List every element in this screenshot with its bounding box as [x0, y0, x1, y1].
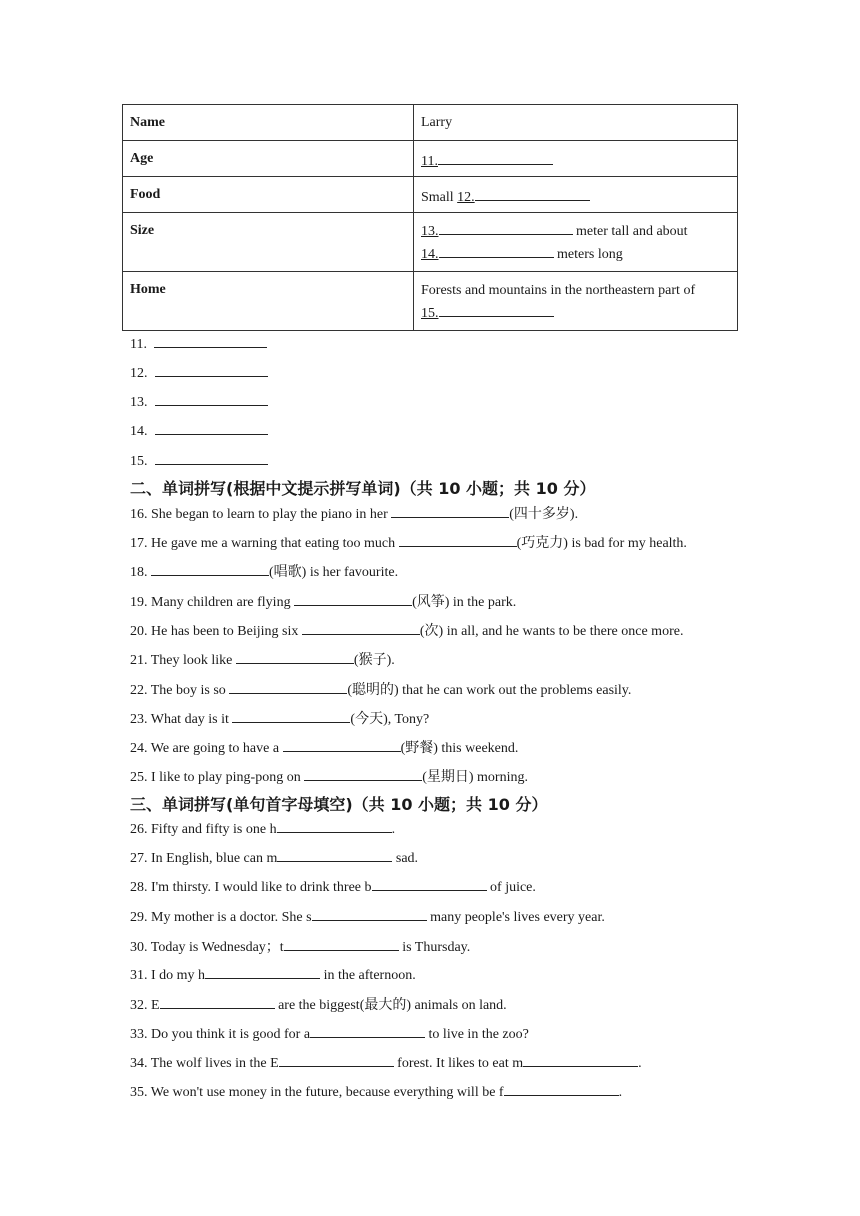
answer-blank[interactable]: [277, 848, 392, 862]
question-item: 34. The wolf lives in the E forest. It likes to eat m .: [130, 1053, 642, 1072]
answer-blank[interactable]: [302, 621, 420, 635]
answer-blank[interactable]: [504, 1082, 619, 1096]
question-item: 26. Fifty and fifty is one h .: [130, 819, 395, 838]
table-key: Name: [123, 105, 414, 141]
answer-blank[interactable]: [372, 877, 487, 891]
answer-blank[interactable]: [151, 562, 269, 576]
blank-number: 15.: [421, 306, 439, 321]
table-row: [123, 105, 738, 141]
question-item: 27. In English, blue can m sad.: [130, 848, 418, 867]
question-item: 31. I do my h in the afternoon.: [130, 965, 416, 984]
question-item: 22. The boy is so (聪明的) that he can work out the problems easily.: [130, 679, 631, 699]
table-value: [414, 177, 738, 213]
table-row: [123, 272, 738, 331]
section-heading: 二、单词拼写(根据中文提示拼写单词)（共 10 小题；共 10 分）: [130, 479, 596, 498]
answer-blank[interactable]: [277, 819, 392, 833]
table-row: [123, 213, 738, 272]
answer-blank[interactable]: [155, 363, 268, 377]
answer-line: 12.: [130, 363, 268, 382]
question-item: 20. He has been to Beijing six (次) in all, and he wants to be there once more.: [130, 620, 683, 640]
answer-blank[interactable]: [232, 709, 350, 723]
blank-number: 13.: [421, 224, 439, 239]
answer-blank[interactable]: [523, 1053, 638, 1067]
question-item: 29. My mother is a doctor. She s many people's lives every year.: [130, 907, 605, 926]
table-row: [123, 141, 738, 177]
answer-blank[interactable]: [160, 995, 275, 1009]
answer-blank[interactable]: [236, 650, 354, 664]
animal-info-table: [122, 104, 738, 331]
answer-blank[interactable]: [475, 187, 590, 201]
table-row: [123, 177, 738, 213]
question-item: 33. Do you think it is good for a to live in the zoo?: [130, 1024, 529, 1043]
value-prefix: Small: [421, 190, 458, 205]
question-item: 17. He gave me a warning that eating too much (巧克力) is bad for my health.: [130, 532, 687, 552]
table-key: Home: [123, 272, 414, 331]
question-item: 19. Many children are flying (风筝) in the park.: [130, 591, 516, 611]
answer-blank[interactable]: [155, 421, 268, 435]
table-value: [414, 272, 738, 331]
answer-blank[interactable]: [391, 504, 509, 518]
blank-number: 12.: [457, 190, 475, 205]
answer-blank[interactable]: [283, 738, 401, 752]
answer-blank[interactable]: [155, 451, 268, 465]
answer-blank[interactable]: [229, 680, 347, 694]
answer-blank[interactable]: [294, 592, 412, 606]
question-item: 18. (唱歌) is her favourite.: [130, 561, 398, 581]
blank-number: 11.: [421, 154, 438, 169]
answer-line: 15.: [130, 451, 268, 470]
value-text: meters long: [553, 247, 623, 262]
question-item: 30. Today is Wednesday；t is Thursday.: [130, 936, 470, 956]
question-item: 16. She began to learn to play the piano in her (四十多岁).: [130, 503, 578, 523]
answer-blank[interactable]: [439, 303, 554, 317]
answer-blank[interactable]: [154, 334, 267, 348]
answer-blank[interactable]: [279, 1053, 394, 1067]
table-key: Size: [123, 213, 414, 272]
table-value: Larry: [414, 105, 738, 141]
answer-blank[interactable]: [310, 1024, 425, 1038]
question-item: 32. E are the biggest(最大的) animals on land.: [130, 994, 507, 1014]
question-item: 28. I'm thirsty. I would like to drink three b of juice.: [130, 877, 536, 896]
answer-blank[interactable]: [304, 767, 422, 781]
table-value: [414, 213, 738, 272]
answer-line: 13.: [130, 392, 268, 411]
question-item: 23. What day is it (今天), Tony?: [130, 708, 429, 728]
answer-blank[interactable]: [205, 965, 320, 979]
blank-number: 14.: [421, 247, 439, 262]
answer-blank[interactable]: [155, 392, 268, 406]
question-item: 21. They look like (猴子).: [130, 649, 395, 669]
answer-blank[interactable]: [438, 151, 553, 165]
value-text: meter tall and about: [572, 224, 688, 239]
answer-blank[interactable]: [284, 937, 399, 951]
answer-blank[interactable]: [312, 907, 427, 921]
section-heading: 三、单词拼写(单句首字母填空)（共 10 小题；共 10 分）: [130, 795, 548, 814]
value-text: Forests and mountains in the northeastern part of: [421, 283, 696, 298]
table-key: Food: [123, 177, 414, 213]
question-item: 35. We won't use money in the future, because everything will be f .: [130, 1082, 622, 1101]
table-key: Age: [123, 141, 414, 177]
answer-line: 11.: [130, 334, 267, 353]
answer-blank[interactable]: [439, 221, 573, 235]
question-item: 25. I like to play ping-pong on (星期日) morning.: [130, 766, 528, 786]
answer-blank[interactable]: [399, 533, 517, 547]
answer-blank[interactable]: [439, 244, 554, 258]
table-value: [414, 141, 738, 177]
answer-line: 14.: [130, 421, 268, 440]
question-item: 24. We are going to have a (野餐) this weekend.: [130, 737, 518, 757]
